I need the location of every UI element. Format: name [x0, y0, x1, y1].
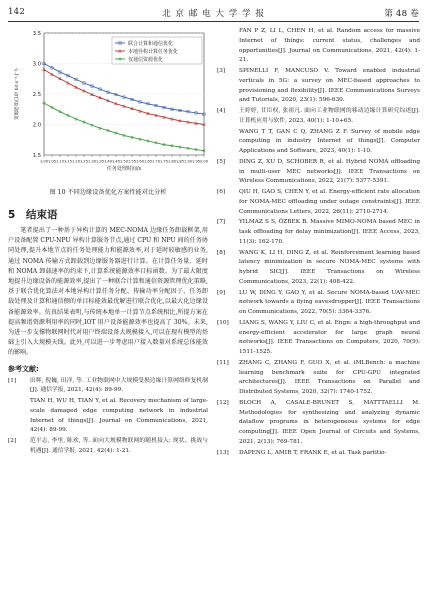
reference-text: QIU H, GAO S, CHEN Y, et al. Energy-efficient rate allocation for NOMA-MEC offloading under outage constraints[J]. IEEE Communications Letters, 2022, 26(11): 2710-2714. — [239, 189, 420, 215]
reference-item — [217, 128, 420, 157]
y-tick-label: 2.5 — [32, 92, 41, 98]
header-rule — [8, 21, 419, 22]
reference-index: [13] — [217, 449, 229, 456]
x-tick-label: 1.15 — [63, 159, 73, 164]
reference-text: TIAN H, WU H, TIAN Y, et al. Recovery mechanism of large-scale damaged edge computing network in industrial Internet of things[J]. Journal on Communications, 2021, 42(4): 89-99. — [30, 398, 208, 434]
y-tick-label: 2.0 — [32, 122, 41, 129]
section-heading — [8, 207, 208, 222]
running-header — [8, 7, 419, 19]
section-number: 5 — [8, 209, 16, 221]
reference-item — [217, 218, 420, 247]
x-tick-label: 1.50 — [119, 159, 129, 164]
y-tick-label: 3.0 — [32, 61, 41, 68]
x-tick-label: 1.60 — [135, 159, 145, 164]
reference-index: [2] — [8, 438, 17, 445]
reference-item — [217, 359, 420, 398]
reference-index: [11] — [217, 359, 229, 366]
right-column — [217, 27, 420, 459]
x-tick-label: 1.10 — [55, 159, 65, 164]
reference-item — [8, 397, 208, 436]
x-tick-label: 2.00 — [199, 159, 208, 164]
x-tick-label: 1.20 — [71, 159, 81, 164]
reference-item — [217, 27, 420, 66]
x-tick-label: 1.85 — [175, 159, 185, 164]
reference-index: [1] — [8, 377, 17, 384]
x-tick-label: 1.65 — [143, 159, 153, 164]
reference-index: [9] — [217, 289, 226, 296]
x-tick-label: 1.35 — [95, 159, 105, 164]
x-tick-label: 1.30 — [87, 159, 97, 164]
conclusion-paragraph: 笔者提出了一种基于异构计算的 MEC-NOMA 边缘任务卸载框架,用户设备配置 CPU-NPU 异构计算服务节点,通过 CPU 和 NPU 间的任务协同处理,提升本地节点的任务处理能力和能源效率,对于延时较敏感的业务,通过 NOMA 传输方式卸载到边缘服务器进行计算。在计算任务量、延时和 NOMA 卸载速率的约束下,计算系统能源效率目标函数。为了最大限度地提升边缘设备的能源效率,提出了一种联合计算和通信资源管理优化策略,基于联合优化算法对本地异构计算任务分配、传输功率分配因子、任务卸载处理及计算和通信侧的单目标能效最优解进行联合优化,以最大化边缘设备能源效率。仿真结果表明,与传统本地单一计算节点系统相比,所提方案在提高频谱资源利用率的同时,IOT 用户设备能源效率也提高了 30%。未来,为进一步支撑物联网时代对用户终端设备大规模接入,可以在现有模型的基础上引入大规模天线。此外,可以进一步考虑用户接入数量对系统总体能效的影响。 — [8, 227, 208, 357]
page-number: 142 — [8, 7, 26, 17]
reference-text: 田辉, 倪巍, 田洋, 等. 工业物联网中大规模受损边缘计算网络修复机制[J]. 通信学报, 2021, 42(4): 89-99. — [30, 377, 208, 394]
reference-text: YILMAZ S S, ÖZBEK B. Massive MIMO-NOMA based MEC in task offloading for delay minimization[J]. IEEE Access, 2023, 11(3): 162-170. — [239, 219, 420, 245]
x-tick-label: 1.90 — [183, 159, 193, 164]
x-tick-label: 1.25 — [79, 159, 89, 164]
reference-item — [217, 249, 420, 288]
x-tick-label: 1.45 — [111, 159, 121, 164]
x-tick-label: 1.00 — [39, 159, 49, 164]
reference-item — [217, 319, 420, 358]
legend-label: 仅通信资源优化 — [128, 57, 164, 63]
x-tick-label: 1.70 — [151, 159, 161, 164]
volume-label: 第 48 卷 — [384, 9, 419, 19]
legend-label: 本地异构计算任务优化 — [128, 49, 179, 55]
x-tick-label: 1.80 — [167, 159, 177, 164]
x-tick-label: 1.55 — [127, 159, 137, 164]
reference-index: [10] — [217, 319, 229, 326]
reference-text: WANG T T, GAN C Q, ZHANG Z F. Survey of mobile edge computing in industry Internet of things[J]. Computer Applications and Software, 2023, 40(1): 1-10. — [239, 128, 420, 154]
reference-index: [8] — [217, 249, 226, 256]
legend-label: 联合计算和通信优化 — [128, 41, 174, 47]
y-axis-label: 资源能效/(10⁵ bit·s⁻¹·J⁻¹) — [15, 68, 20, 120]
reference-item — [8, 377, 208, 397]
reference-item — [217, 449, 420, 459]
reference-item — [217, 289, 420, 318]
x-tick-label: 1.75 — [159, 159, 169, 164]
reference-index: [3] — [217, 68, 226, 74]
references-heading: 参考文献: — [8, 364, 39, 373]
x-tick-label: 1.40 — [103, 159, 113, 164]
reference-index: [5] — [217, 158, 226, 165]
reference-text: 王婷婷, 甘臣权, 张祖凡. 面向工业物联网的移动边缘计算研究综述[J]. 计算机应用与软件, 2023, 40(1): 1-10+65. — [239, 108, 420, 124]
reference-index: [12] — [217, 399, 229, 406]
journal-name: 北 京 邮 电 大 学 学 报 — [162, 9, 265, 19]
reference-text: FAN P Z, LI L, CHEN H, et al. Random access for massive Internet of things: current status, challenges and opportunities[J]. Journal on Communications, 2021, 42(4): 1-21. — [239, 28, 420, 64]
reference-item — [217, 67, 420, 106]
reference-text: WANG K, LI H, DING Z, et al. Reinforcement learning based latency minimization in secure NOMA-MEC systems with hybrid SIC[J]. IEEE Transactions on Wireless Communications, 2023, 22(1): 408-422. — [239, 249, 420, 285]
x-tick-label: 1.95 — [191, 159, 201, 164]
reference-text: DING Z, XU D, SCHOBER R, et al. Hybrid NOMA offloading in multi-user MEC networks[J]. IEEE Transactions on Wireless Communications, 2022, 21(7): 5377-5391. — [239, 158, 420, 185]
line-chart — [8, 27, 208, 185]
y-tick-label: 1.5 — [32, 153, 41, 159]
reference-index: [7] — [217, 219, 226, 226]
figure-10 — [8, 27, 208, 185]
reference-index: [6] — [217, 189, 226, 195]
reference-item — [8, 437, 208, 457]
reference-item — [217, 158, 420, 187]
reference-text: LIANG S, WANG Y, LIU C, et al. Engn: a high-throughput and energy-efficient accelerator for large graph neural networks[J]. IEEE Transactions on Computers, 2020, 70(9): 1511-1525. — [239, 319, 420, 355]
x-tick-label: 1.05 — [47, 159, 57, 164]
reference-index: [4] — [217, 108, 226, 114]
references-list-right — [217, 27, 420, 458]
reference-text: BLOCH A, CASALE-BRUNET S, MATTTAELLI M. Methodologies for synthesizing and analyzing dynamic dataflow programs in heterogeneous systems for edge computing[J]. IEEE Open Journal of Circuits and Systems, 2021, 2(13): 769-781. — [239, 399, 420, 445]
figure-caption: 图 10 不同边缘设备优化方案性能对比分析 — [49, 189, 167, 196]
reference-item — [217, 399, 420, 448]
reference-text: LU W, DING Y, GAO Y, et al. Secure NOMA-based UAV-MEC network towards a flying eavesdropper[J]. IEEE Transactions on Communications, 2022, 70(5): 3364-3376. — [239, 289, 420, 315]
left-column — [8, 27, 208, 458]
reference-text: ZHANG C, ZHANG F, GUO X, et al. iMLBench: a machine learning benchmark suite for CPU-GPU integrated architectures[J]. IEEE Transactions on Parallel and Distributed Systems, 2020, 32(7): 1740-1752. — [239, 359, 420, 395]
y-tick-label: 3.5 — [32, 31, 41, 37]
reference-text: SPINELLI F, MANCUSO V. Toward enabled industrial verticals in 5G: a survey on MEC-based approaches to provisioning and flexibility[J]. IEEE Communications Surveys and Tutorials, 2020, 23(1): 596-630. — [239, 68, 420, 104]
reference-text: 范平志, 李里, 陈欢, 等. 面向大规模物联网的随机接入: 现状、挑战与机遇[J]. 通信学报, 2021, 42(4): 1-21. — [30, 438, 208, 454]
reference-item — [217, 188, 420, 217]
section-title: 结束语 — [26, 209, 58, 221]
references-list-left — [8, 377, 208, 457]
x-axis-label: 任务处理时间/s — [106, 166, 142, 172]
reference-text: DAPENG L, AMIR T, FRANK E, et al. Task partitio- — [239, 449, 387, 456]
reference-item — [217, 107, 420, 127]
